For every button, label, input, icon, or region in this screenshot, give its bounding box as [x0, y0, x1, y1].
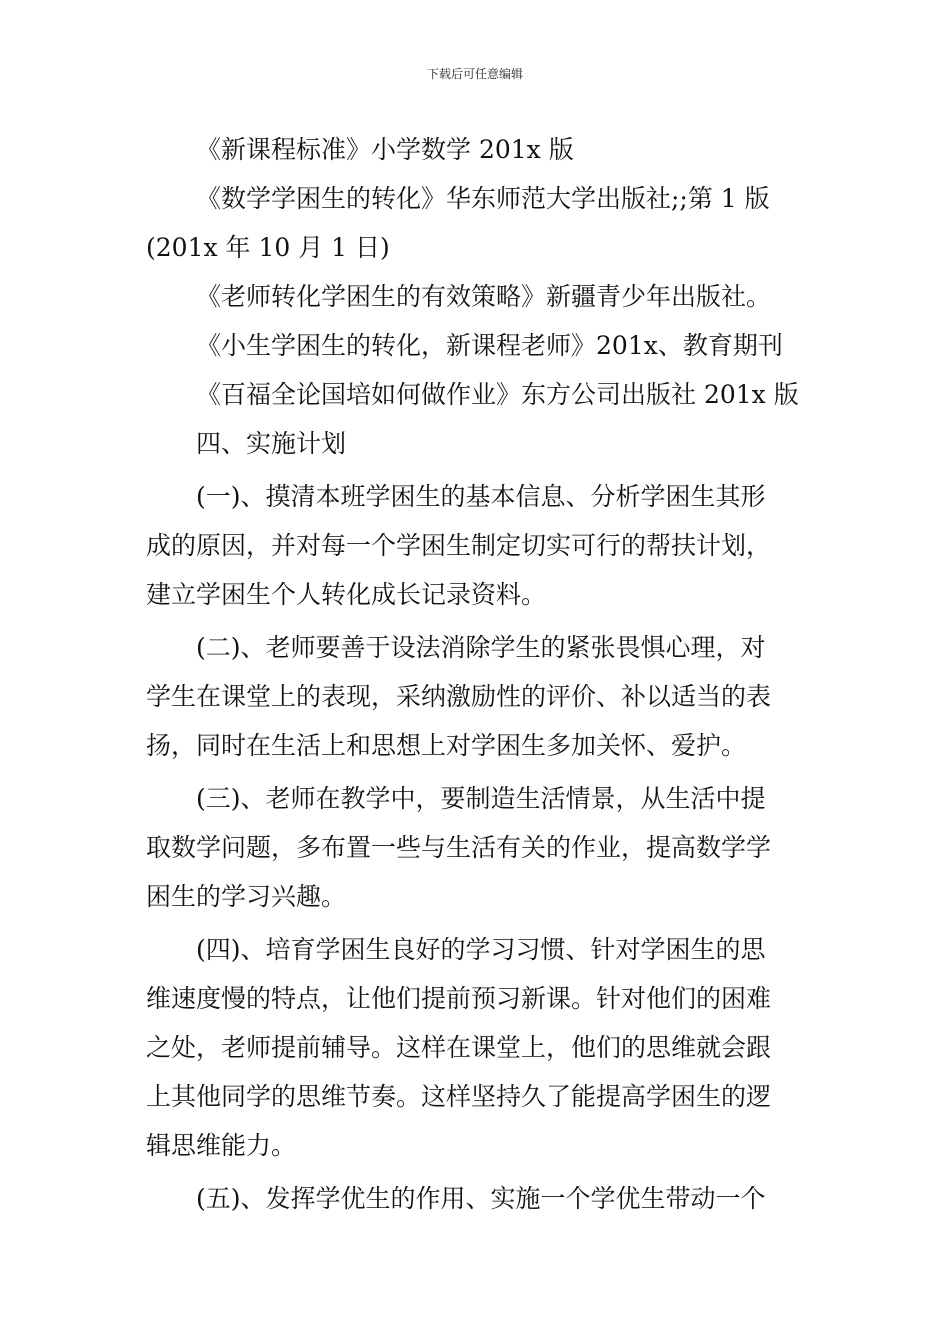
paragraph-line: (四)、培育学困生良好的学习习惯、针对学困生的思	[196, 935, 766, 964]
section-heading: 四、实施计划	[196, 429, 347, 458]
paragraph-line: 之处，老师提前辅导。这样在课堂上，他们的思维就会跟	[146, 1033, 772, 1062]
paragraph-line: (二)、老师要善于设法消除学生的紧张畏惧心理，对	[196, 633, 766, 662]
paragraph-line: 成的原因，并对每一个学困生制定切实可行的帮扶计划，	[146, 531, 772, 560]
reference-line: 《数学学困生的转化》华东师范大学出版社;;第 1 版	[196, 184, 770, 213]
paragraph-line: (一)、摸清本班学困生的基本信息、分析学困生其形	[196, 482, 766, 511]
paragraph-line: (五)、发挥学优生的作用、实施一个学优生带动一个	[196, 1184, 766, 1213]
reference-line: 《小生学困生的转化，新课程老师》201x、教育期刊	[196, 331, 783, 360]
reference-line: 《新课程标准》小学数学 201x 版	[196, 135, 574, 164]
paragraph-line: (三)、老师在教学中，要制造生活情景，从生活中提	[196, 784, 766, 813]
paragraph-line: 扬，同时在生活上和思想上对学困生多加关怀、爱护。	[146, 731, 747, 760]
page-header: 下载后可任意编辑	[426, 67, 523, 81]
reference-line-continuation: (201x 年 10 月 1 日)	[146, 233, 390, 262]
reference-line: 《百福全论国培如何做作业》东方公司出版社 201x 版	[196, 380, 799, 409]
paragraph-line: 学生在课堂上的表现，采纳激励性的评价、补以适当的表	[146, 682, 772, 711]
reference-line: 《老师转化学困生的有效策略》新疆青少年出版社。	[196, 282, 772, 311]
paragraph-line: 建立学困生个人转化成长记录资料。	[146, 580, 547, 609]
paragraph-line: 辑思维能力。	[146, 1131, 297, 1160]
paragraph-line: 维速度慢的特点，让他们提前预习新课。针对他们的困难	[146, 984, 772, 1013]
paragraph-line: 取数学问题，多布置一些与生活有关的作业，提高数学学	[146, 833, 772, 862]
paragraph-line: 困生的学习兴趣。	[146, 882, 347, 911]
document-body	[146, 125, 806, 1223]
paragraph-line: 上其他同学的思维节奏。这样坚持久了能提高学困生的逻	[146, 1082, 772, 1111]
